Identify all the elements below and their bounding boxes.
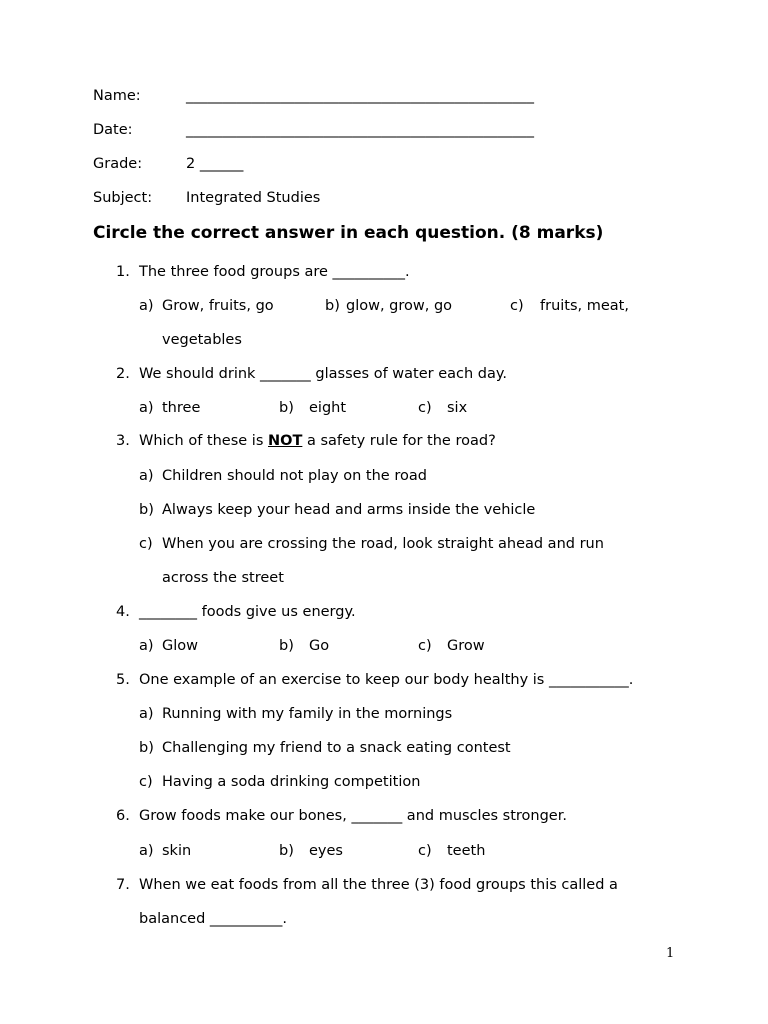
option-letter: c)	[418, 638, 432, 654]
question-number: 4.	[116, 604, 130, 620]
option-text: three	[162, 400, 201, 416]
option-text: Challenging my friend to a snack eating contest	[162, 740, 511, 756]
question-text: One example of an exercise to keep our body healthy is ___________.	[139, 672, 634, 688]
option-text: skin	[162, 843, 192, 859]
question-text: ________ foods give us energy.	[139, 604, 356, 620]
option-letter: b)	[279, 638, 294, 654]
option-letter: a)	[139, 843, 154, 859]
question-number: 7.	[116, 877, 130, 893]
subject-field: Integrated Studies	[186, 190, 321, 206]
question-text: We should drink _______ glasses of water each day.	[139, 366, 508, 382]
option-text: When you are crossing the road, look straight ahead and run	[162, 536, 604, 552]
question-number: 5.	[116, 672, 130, 688]
option-letter: c)	[418, 843, 432, 859]
option-letter: c)	[418, 400, 432, 416]
subject-label: Subject:	[93, 190, 153, 206]
date-field: ________________________________________________	[186, 122, 534, 138]
option-letter: a)	[139, 298, 154, 314]
option-letter: b)	[139, 740, 154, 756]
option-letter: b)	[279, 400, 294, 416]
option-text: fruits, meat,	[540, 298, 629, 314]
question-text	[139, 432, 496, 450]
question-continuation: balanced __________.	[139, 911, 288, 927]
option-continuation: vegetables	[162, 332, 242, 348]
question-text: The three food groups are __________.	[139, 264, 410, 280]
name-label: Name:	[93, 88, 141, 104]
question-number: 3.	[116, 433, 130, 449]
option-letter: a)	[139, 468, 154, 484]
grade-label: Grade:	[93, 156, 143, 172]
option-text: eyes	[309, 843, 343, 859]
emphasis-not: NOT	[268, 433, 303, 449]
page-number: 1	[666, 946, 675, 961]
option-letter: b)	[279, 843, 294, 859]
option-text: Grow	[447, 638, 485, 654]
option-text: Grow, fruits, go	[162, 298, 274, 314]
option-letter: c)	[510, 298, 524, 314]
question-text: Grow foods make our bones, _______ and muscles stronger.	[139, 808, 567, 824]
option-text: Always keep your head and arms inside the vehicle	[162, 502, 536, 518]
option-letter: c)	[139, 774, 153, 790]
option-letter: a)	[139, 706, 154, 722]
option-letter: a)	[139, 638, 154, 654]
question-number: 2.	[116, 366, 130, 382]
grade-field: 2 ______	[186, 156, 244, 172]
name-field: ________________________________________________	[186, 88, 534, 104]
option-text: teeth	[447, 843, 486, 859]
option-letter: b)	[139, 502, 154, 518]
question-text-after: a safety rule for the road?	[302, 433, 496, 449]
option-letter: c)	[139, 536, 153, 552]
option-text: glow, grow, go	[346, 298, 453, 314]
question-text-before: Which of these is	[139, 433, 268, 449]
option-text: Glow	[162, 638, 198, 654]
instruction-heading: Circle the correct answer in each question. (8 marks)	[93, 223, 604, 243]
option-text: eight	[309, 400, 347, 416]
question-number: 6.	[116, 808, 130, 824]
question-number: 1.	[116, 264, 130, 280]
question-text: When we eat foods from all the three (3) food groups this called a	[139, 877, 618, 893]
date-label: Date:	[93, 122, 133, 138]
option-letter: b)	[325, 298, 340, 314]
option-text: six	[447, 400, 468, 416]
option-continuation: across the street	[162, 570, 284, 586]
option-text: Children should not play on the road	[162, 468, 427, 484]
option-text: Go	[309, 638, 330, 654]
option-text: Running with my family in the mornings	[162, 706, 453, 722]
option-letter: a)	[139, 400, 154, 416]
option-text: Having a soda drinking competition	[162, 774, 421, 790]
